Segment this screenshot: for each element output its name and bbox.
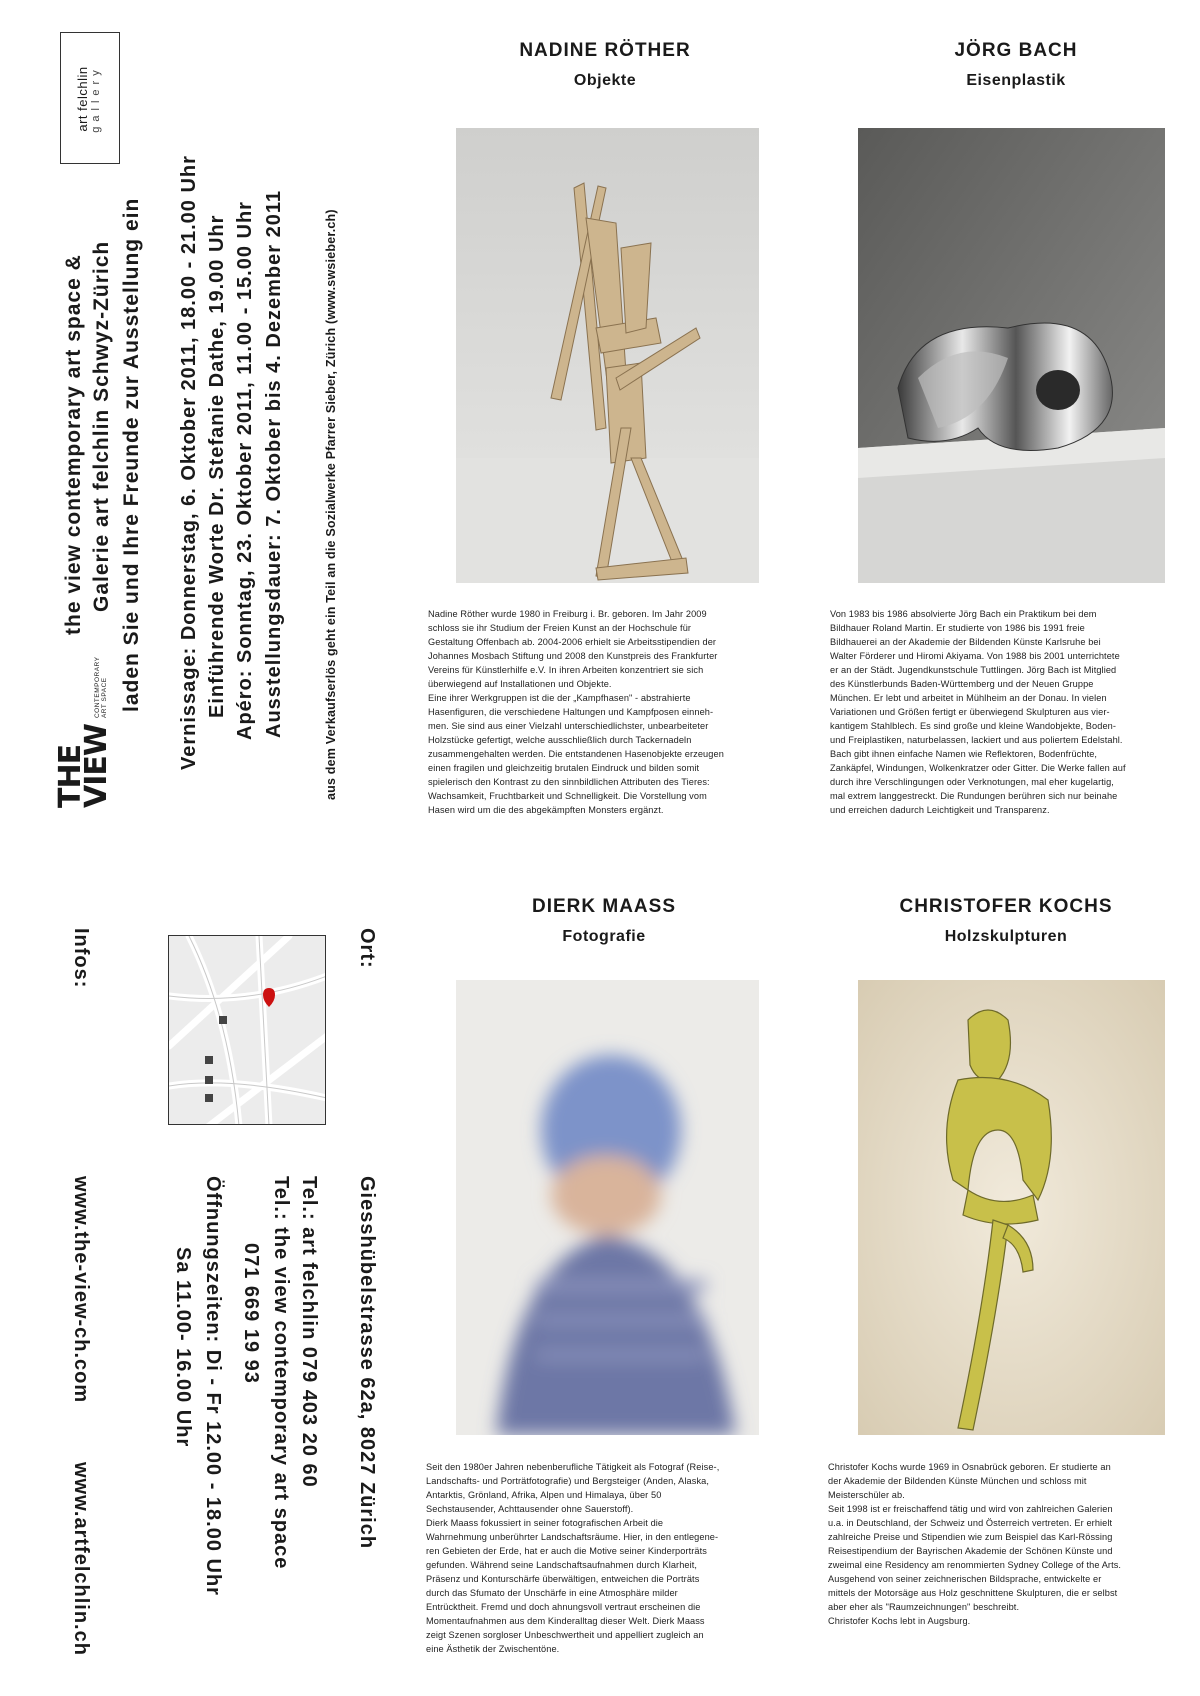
the-view-logo-line1: THE (53, 744, 88, 808)
website-artfelchlin[interactable]: www.artfelchlin.ch (70, 1462, 92, 1656)
tel-felchlin: Tel.: art felchlin 079 403 20 60 (298, 1176, 320, 1488)
artist-4-medium: Holzskulpturen (944, 928, 1068, 945)
ausstellungsdauer-line: Ausstellungsdauer: 7. Oktober bis 4. Dezember 2011 (263, 190, 285, 738)
gallery-logo-line1: art felchlin (75, 66, 90, 132)
the-view-logo-small2: ART SPACE (101, 677, 108, 719)
location-map (168, 935, 326, 1125)
tel-the-view: Tel.: the view contemporary art space (270, 1176, 292, 1570)
yellow-wood-figure-image (858, 980, 1165, 1435)
ort-label: Ort: (356, 928, 378, 969)
artist-1-name: NADINE RÖTHER (519, 40, 691, 61)
gallery-logo-text (61, 33, 121, 165)
gallery-logo-box (60, 32, 120, 164)
artist-1-bio: Nadine Röther wurde 1980 in Freiburg i. Br. geboren. Im Jahr 2009 schloss sie ihr Studium der Freien Kunst an der Hochschule für Gestaltung Offenbach ab. 2004-2006 erhielt sie Arbeitsstipendien der Johannes Mosbach Stiftung und 2008 den Kunstpreis des Frankfurter Vereins für Künstlerhilfe e.V. In ihren Arbeiten konzentriert sie sich überwiegend auf Installationen und Objekte. Eine ihrer Werkgruppen ist die der „Kampfhasen" - abstrahierte Hasenfiguren, die verschiedene Haltungen und Kampfposen einneh- men. Sie sind aus einer Vielzahl unterschiedlichster, unbearbeiteter Holzstücke gefertigt, welche ausschließlich durch Tackernadeln zusammengehalten werden. Die entstandenen Hasenobjekte erzeugen einen fragilen und gleichzeitig brutalen Eindruck und bilden somit spielerisch den Kontrast zu den sinnbildlichen Attributen des Tieres: Wachsamkeit, Fruchtbarkeit und Schnelligkeit. Die Vorstellung vom Hasen wird um die des abgekämpften Monsters ergänzt. (428, 609, 724, 815)
artist-1-photo (456, 128, 759, 583)
infos-label: Infos: (70, 928, 92, 989)
the-view-logo-small1: CONTEMPORARY (94, 656, 101, 719)
artist-3-photo (456, 980, 759, 1435)
the-view-logo-subtitle (94, 657, 108, 719)
einfuehrung-line: Einführende Worte Dr. Stefanie Dathe, 19.00 Uhr (206, 214, 228, 718)
artist-3-bio: Seit den 1980er Jahren nebenberufliche Tätigkeit als Fotograf (Reise-, Landschafts- und Porträtfotografie) und Bergsteiger (Anden, Alaska, Antarktis, Grönland, Afrika, Alpen und Himalaya, über 50 Sechstausender, Achttausender ohne Sauerstoff). Dierk Maass fokussiert in seiner fotografischen Arbeit die Wahrnehmung unberührter Landschaftsräume. Hier, in den entlegene- ren Gebieten der Erde, hat er auch die Motive seiner Kinderporträts gefunden. Während seine Landschaftsaufnahmen durch Klarheit, Präsenz und Konturschärfe überwältigen, entweichen die Porträts durch das Sfumato der Unschärfe in eine Atmosphäre milder Entrücktheit. Fremd und doch ahnungsvoll vertraut erscheinen die Momentaufnahmen aus dem Kinderalltag dieser Welt. Dierk Maass zeigt Szenen sorgloser Unbeschwertheit und appelliert zugleich an eine Ästhetik der Zwischentöne. (426, 1462, 720, 1654)
vernissage-line: Vernissage: Donnerstag, 6. Oktober 2011, 18.00 - 21.00 Uhr (178, 155, 200, 770)
address-line: Giesshübelstrasse 62a, 8027 Zürich (356, 1176, 378, 1550)
gallery-logo-line2: gallery (90, 65, 102, 133)
artist-2-photo (858, 128, 1165, 583)
donation-note: aus dem Verkaufserlös geht ein Teil an die Sozialwerke Pfarrer Sieber, Zürich (www.swsieber.ch) (324, 209, 338, 800)
the-view-logo (53, 656, 114, 808)
opening-hours-weekdays: Öffnungszeiten: Di - Fr 12.00 - 18.00 Uhr (202, 1176, 224, 1596)
artist-4-bio: Christofer Kochs wurde 1969 in Osnabrück geboren. Er studierte an der Akademie der Bildenden Künste München und schloss mit Meisterschüler ab. Seit 1998 ist er freischaffend tätig und wird von zahlreichen Galerien u.a. in Deutschland, der Schweiz und Österreich vertreten. Er erhielt zahlreiche Preise und Stipendien wie zum Beispiel das Karl-Rössing Reisestipendium der Bayrischen Akademie der Schönen Künste und zweimal eine Residency am renommierten Sydney College of the Arts. Ausgehend von seiner zeichnerischen Bildsprache, entwickelte er mittels der Motorsäge aus Holz geschnittene Skulpturen, die er selbst aber eher als "Raumzeichnungen" beschreibt. Christofer Kochs lebt in Augsburg. (828, 1462, 1122, 1626)
blurred-child-portrait-image (456, 980, 759, 1435)
artist-2-medium: Eisenplastik (966, 72, 1066, 89)
invitation-line1: the view contemporary art space & (62, 254, 85, 635)
invitation-line2: Galerie art felchlin Schwyz-Zürich (90, 240, 113, 612)
artist-4-photo (858, 980, 1165, 1435)
steel-sculpture-image (858, 128, 1165, 583)
artist-4-name: CHRISTOFER KOCHS (899, 896, 1113, 917)
opening-hours-saturday: Sa 11.00- 16.00 Uhr (172, 1247, 194, 1448)
the-view-logo-line2: VIEW (79, 724, 114, 808)
artist-3-medium: Fotografie (562, 928, 646, 945)
tel-the-view-number: 071 669 19 93 (240, 1243, 262, 1384)
artist-2-bio: Von 1983 bis 1986 absolvierte Jörg Bach ein Praktikum bei dem Bildhauer Roland Martin. Er studierte von 1986 bis 1991 freie Bildhauerei an der Akademie der Bildenden Künste Karlsruhe bei Walter Förderer und Hiromi Akiyama. Von 1988 bis 2001 unterrichtete er an der Städt. Jugendkunstschule Tuttlingen. Jörg Bach ist Mitglied des Künstlerbunds Baden-Württemberg und der Neuen Gruppe München. Er lebt und arbeitet in Mühlheim an der Donau. In vielen Variationen und Größen fertigt er überwiegend Skulpturen aus vier- kantigem Stahlblech. Es sind große und kleine Wandobjekte, Boden- und Freiplastiken, naturbelassen, lackiert und aus poliertem Edelstahl. Bach gibt ihnen einfache Namen wie Reflektoren, Bodenfrüchte, Zankäpfel, Windungen, Wolkenkratzer oder Gitter. Die Werke fallen auf durch ihre Verschlingungen oder Verknotungen, mal eher kugelartig, mal extrem langgestreckt. Die Rundungen berühren sich nur beinahe und erreichen dadurch Leichtigkeit und Transparenz. (830, 609, 1126, 815)
map-graphic (169, 936, 326, 1125)
the-view-logo-wordmark (53, 724, 114, 808)
apero-line: Apéro: Sonntag, 23. Oktober 2011, 11.00 - 15.00 Uhr (234, 201, 256, 740)
artist-2-name: JÖRG BACH (954, 40, 1078, 61)
wood-sculpture-image (456, 128, 759, 583)
website-the-view[interactable]: www.the-view-ch.com (70, 1176, 92, 1404)
invitation-line3: laden Sie und Ihre Freunde zur Ausstellung ein (120, 197, 143, 712)
artist-1-medium: Objekte (573, 72, 637, 89)
artist-3-name: DIERK MAASS (531, 896, 676, 917)
